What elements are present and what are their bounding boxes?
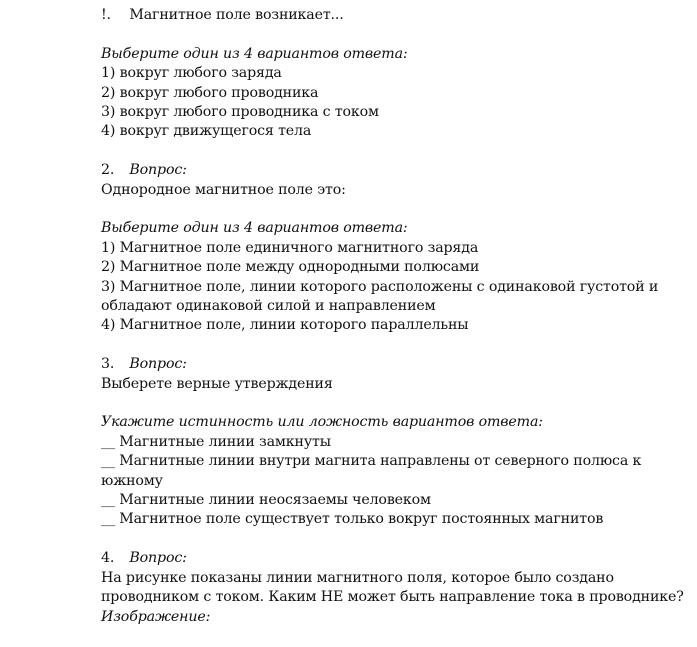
question-3-statement-3: __ Магнитные линии неосязаемы человеком xyxy=(101,492,431,509)
question-3-instruction: Укажите истинность или ложность вариантов ответа: xyxy=(101,414,543,431)
question-2-option-2: 2) Магнитное поле между однородными полюсами xyxy=(101,259,480,276)
question-3-statement-2: __ Магнитные линии внутри магнита направлены от северного полюса к южному xyxy=(101,453,642,489)
question-4-title: Вопрос: xyxy=(129,550,187,567)
question-2-number: 2. xyxy=(101,162,115,179)
question-1-header xyxy=(101,6,691,25)
question-2-option-1: 1) Магнитное поле единичного магнитного заряда xyxy=(101,239,479,256)
question-3-statement-1: __ Магнитные линии замкнуты xyxy=(101,433,331,450)
question-1-option-4: 4) вокруг движущегося тела xyxy=(101,123,312,140)
question-4-text: На рисунке показаны линии магнитного поля, которое было создано проводником с током. Каким НЕ может быть направление тока в проводнике? xyxy=(101,569,684,606)
question-3-title: Вопрос: xyxy=(129,356,187,373)
question-2-option-3: 3) Магнитное поле, линии которого расположены с одинаковой густотой и обладают одинаковой силой и направлением xyxy=(101,278,659,315)
question-4-number: 4. xyxy=(101,550,115,567)
question-1-option-2: 2) вокруг любого проводника xyxy=(101,84,319,101)
question-1-title: Магнитное поле возникает... xyxy=(129,7,344,23)
question-2-option-4: 4) Магнитное поле, линии которого параллельны xyxy=(101,317,469,334)
question-2-text: Однородное магнитное поле это: xyxy=(101,181,346,198)
question-3-header xyxy=(101,355,691,374)
question-4-header xyxy=(101,549,691,568)
question-3-number: 3. xyxy=(101,356,115,373)
question-1-instruction: Выберите один из 4 вариантов ответа: xyxy=(101,45,408,62)
question-4-image-label: Изображение: xyxy=(101,608,211,625)
question-3-text: Выберете верные утверждения xyxy=(101,375,333,392)
test-document xyxy=(101,6,691,627)
question-2-instruction: Выберите один из 4 вариантов ответа: xyxy=(101,220,408,237)
question-3-statement-4: __ Магнитное поле существует только вокруг постоянных магнитов xyxy=(101,511,604,528)
question-1-option-3: 3) вокруг любого проводника с током xyxy=(101,104,379,121)
question-1-option-1: 1) вокруг любого заряда xyxy=(101,65,282,82)
question-2-title: Вопрос: xyxy=(129,162,187,179)
question-2-header xyxy=(101,161,691,180)
question-1-number: !. xyxy=(101,7,111,23)
